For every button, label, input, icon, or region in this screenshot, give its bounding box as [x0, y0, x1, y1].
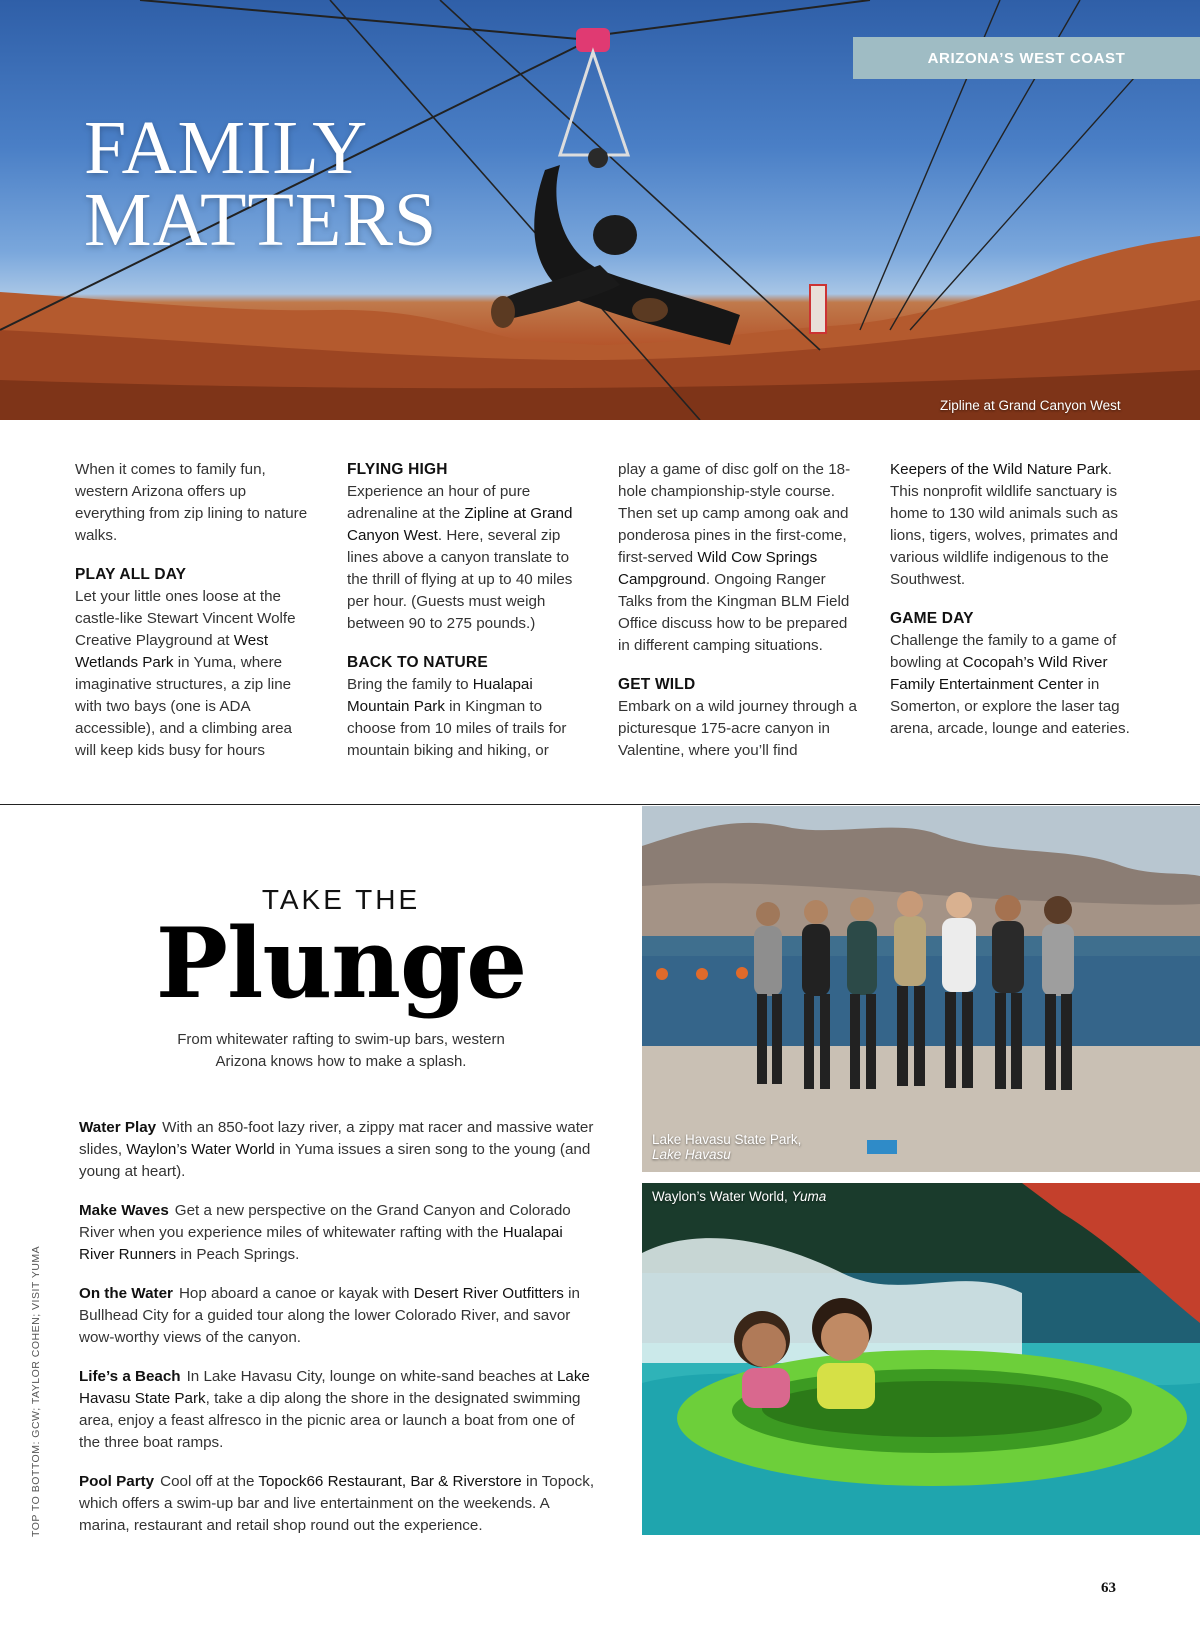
entry-water-play: Water Play With an 850-foot lazy river, a zippy mat racer and massive water slides, Waylon’s Water World in Yuma issues a siren song to the young (and young at heart). [79, 1119, 594, 1180]
intro-text: When it comes to family fun, western Arizona offers up everything from zip lining to nature walks. [75, 461, 308, 544]
place-zipline: Zipline at Grand Canyon West [347, 505, 573, 544]
hero-title-line2: MATTERS [84, 178, 438, 262]
section-divider [0, 804, 1200, 805]
heading-play-all-day: PLAY ALL DAY [75, 566, 187, 583]
heading-game-day: GAME DAY [890, 610, 974, 627]
heading-flying-high: FLYING HIGH [347, 461, 448, 478]
place-cocopah: Cocopah’s Wild River Family Entertainment Center [890, 654, 1108, 693]
photo-credit: TOP TO BOTTOM: GCW; TAYLOR COHEN; VISIT YUMA [30, 1245, 42, 1537]
game-day-text: Challenge the family to a game of bowling at Cocopah’s Wild River Family Entertainment Center in Somerton, or explore the laser tag arena, arcade, lounge and eateries. [890, 632, 1130, 737]
entry-on-the-water: On the Water Hop aboard a canoe or kayak with Desert River Outfitters in Bullhead City for a guided tour along the lower Colorado River, and savor wow-worthy views of the canyon. [79, 1285, 580, 1346]
place-west-wetlands-park: West Wetlands Park [75, 632, 269, 671]
play-all-day-text: Let your little ones loose at the castle-like Stewart Vincent Wolfe Creative Playground at West Wetlands Park in Yuma, where imaginative structures, a zip line with two bays (one is ADA accessible), and a climbing area will keep kids busy for hours [75, 588, 296, 759]
plunge-intro: From whitewater rafting to swim-up bars, western Arizona knows how to make a splash. [177, 1031, 505, 1070]
place-wild-cow-springs: Wild Cow Springs Campground [618, 549, 818, 588]
column-4 [890, 459, 1130, 740]
place-keepers-of-the-wild: Keepers of the Wild Nature Park [890, 461, 1108, 478]
article-columns [75, 459, 1135, 769]
back-to-nature-text: Bring the family to Hualapai Mountain Park in Kingman to choose from 10 miles of trails for mountain biking and hiking, or [347, 676, 567, 759]
waylons-water-world-photo [642, 1183, 1200, 1535]
flying-high-text: Experience an hour of pure adrenaline at the Zipline at Grand Canyon West. Here, several zip lines above a canyon translate to the thrill of flying at up to 40 miles per hour. (Guests must weigh between 90 to 275 pounds.) [347, 483, 573, 632]
keepers-text: Keepers of the Wild Nature Park. This nonprofit wildlife sanctuary is home to 130 wild animals such as lions, tigers, wolves, primates and various wildlife indigenous to the Southwest. [890, 461, 1118, 588]
waylon-caption: Waylon’s Water World, Yuma [652, 1189, 827, 1204]
hero-title [84, 106, 438, 262]
plunge-title: Plunge [155, 907, 527, 1020]
water-park-scene [642, 1183, 1200, 1535]
page-number: 63 [1101, 1580, 1116, 1596]
plunge-entries [79, 1117, 599, 1554]
lake-caption: Lake Havasu State Park, Lake Havasu [652, 1132, 802, 1162]
campground-text: play a game of disc golf on the 18-hole championship-style course. Then set up camp among oak and ponderosa pines in the first-come, first-served Wild Cow Springs Campground. Ongoing Ranger Talks from the Kingman BLM Field Office discuss how to be prepared in different camping situations. [618, 461, 851, 654]
column-3 [618, 459, 858, 762]
entry-lifes-a-beach: Life’s a Beach In Lake Havasu City, lounge on white-sand beaches at Lake Havasu State Park, take a dip along the shore in the designated swimming area, enjoy a feast alfresco in the picnic area or launch a boat from one of the three boat ramps. [79, 1368, 590, 1451]
entry-pool-party: Pool Party Cool off at the Topock66 Restaurant, Bar & Riverstore in Topock, which offers a swim-up bar and live entertainment on the weekends. A marina, restaurant and retail shop round out the experience. [79, 1473, 595, 1534]
column-1 [75, 459, 315, 762]
place-hualapai-mountain-park: Hualapai Mountain Park [347, 676, 533, 715]
entry-make-waves: Make Waves Get a new perspective on the Grand Canyon and Colorado River when you experience miles of whitewater rafting with the Hualapai River Runners in Peach Springs. [79, 1202, 571, 1263]
heading-back-to-nature: BACK TO NATURE [347, 654, 488, 671]
heading-get-wild: GET WILD [618, 676, 696, 693]
hero-caption: Zipline at Grand Canyon West [940, 398, 1121, 413]
lake-havasu-photo [642, 806, 1200, 1172]
column-2 [347, 459, 587, 762]
hero-photo [0, 0, 1200, 420]
section-tag: ARIZONA’S WEST COAST [853, 37, 1200, 79]
hero-title-line1: FAMILY [84, 106, 369, 190]
plunge-kicker: TAKE THE [261, 884, 421, 915]
lake-havasu-scene [642, 806, 1200, 1172]
get-wild-text: Embark on a wild journey through a picturesque 175-acre canyon in Valentine, where you’ll find [618, 698, 857, 759]
